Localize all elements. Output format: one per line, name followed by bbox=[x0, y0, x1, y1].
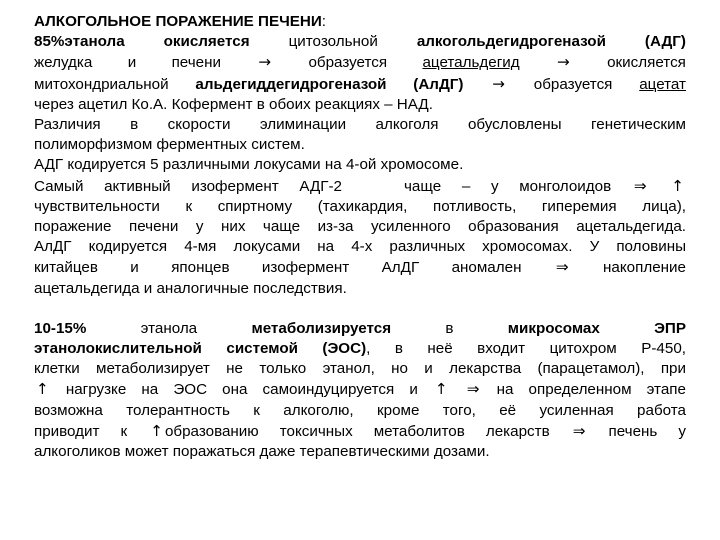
right-arrow-icon: → bbox=[258, 53, 272, 72]
text-stomach: желудка bbox=[34, 54, 93, 72]
line-3 bbox=[34, 52, 686, 73]
line-9 bbox=[34, 176, 686, 197]
text-adh-abbr: (АДГ) bbox=[644, 33, 686, 51]
line-p2-7: алкоголиков может поражаться даже терапевтическими дозами. bbox=[34, 443, 490, 461]
paragraph-microsomal-oxidation bbox=[34, 319, 686, 462]
text-forms: образуется bbox=[308, 54, 388, 72]
slide-text bbox=[34, 12, 686, 462]
line-12: АлДГ кодируется 4-мя локусами на 4-х различных хромосомах. У половины bbox=[34, 238, 686, 256]
text-acetate: ацетат bbox=[639, 75, 686, 93]
line-11: поражение печени у них чаще из-за усиленного образования ацетальдегида. bbox=[34, 218, 686, 236]
text-load-on-meos: нагрузке на ЭОС она самоиндуцируется и bbox=[65, 381, 418, 399]
up-arrow-icon: ↑ bbox=[434, 380, 448, 399]
paragraph-gap bbox=[34, 299, 686, 319]
heading-colon: : bbox=[321, 13, 326, 30]
line-6: Различия в скорости элиминации алкоголя обусловлены генетическим bbox=[34, 116, 686, 134]
text-and: и bbox=[127, 54, 137, 72]
text-leads-to: приводит к bbox=[34, 422, 128, 440]
paragraph-alcohol-liver-damage bbox=[34, 12, 686, 299]
text-epr: ЭПР bbox=[654, 319, 686, 337]
text-toxic-metabolites: образованию токсичных метаболитов лекарств bbox=[164, 422, 550, 440]
text-chinese-japanese: китайцев и японцев изофермент АлДГ аномален bbox=[34, 259, 522, 277]
line-14: ацетальдегида и аналогичные последствия. bbox=[34, 279, 347, 297]
right-arrow-icon: → bbox=[492, 74, 505, 93]
text-liver: печени bbox=[171, 54, 221, 72]
text-10-15-percent: 10-15% bbox=[34, 319, 87, 337]
text-85-percent-oxidized: 85%этанола окисляется bbox=[34, 33, 250, 51]
implies-icon: ⇒ bbox=[555, 258, 569, 277]
up-arrow-icon: ↑ bbox=[150, 421, 163, 440]
text-cytosolic: цитозольной bbox=[288, 33, 378, 51]
text-acetaldehyde: ацетальдегид bbox=[422, 54, 520, 72]
up-arrow-icon: ↑ bbox=[671, 176, 684, 195]
text-cytochrome: , в неё входит цитохром Р-450, bbox=[366, 340, 686, 358]
text-adh-enzyme: алкогольдегидрогеназой bbox=[416, 33, 606, 51]
heading-line bbox=[34, 12, 686, 32]
text-aldh-enzyme: альдегиддегидрогеназой (АлДГ) bbox=[195, 75, 464, 93]
implies-icon: ⇒ bbox=[466, 380, 480, 399]
line-p2-3: клетки метаболизирует не только этанол, но и лекарства (парацетамол), при bbox=[34, 360, 686, 378]
line-p2-5: возможна толерантность к алкоголю, кроме того, её усиленная работа bbox=[34, 401, 686, 419]
implies-icon: ⇒ bbox=[633, 176, 647, 195]
implies-icon: ⇒ bbox=[572, 421, 586, 440]
text-microsomes: микросомах bbox=[507, 319, 600, 337]
text-oxidized: окисляется bbox=[607, 54, 686, 72]
line-10: чувствительности к спиртному (тахикардия, потливость, гиперемия лица), bbox=[34, 197, 686, 215]
text-ethanol: этанола bbox=[140, 319, 198, 337]
heading-title: АЛКОГОЛЬНОЕ ПОРАЖЕНИЕ ПЕЧЕНИ bbox=[34, 13, 322, 30]
text-most-active-isoenzyme: Самый активный изофермент АДГ-2 чаще – у монголоидов bbox=[34, 177, 612, 195]
text-metabolized: метаболизируется bbox=[251, 319, 392, 337]
line-8: АДГ кодируется 5 различными локусами на 4-ой хромосоме. bbox=[34, 156, 464, 174]
text-forms: образуется bbox=[533, 75, 613, 93]
text-accumulation: накопление bbox=[603, 259, 686, 277]
line-p2-2 bbox=[34, 339, 686, 359]
text-in: в bbox=[445, 319, 454, 337]
up-arrow-icon: ↑ bbox=[36, 380, 49, 399]
text-mitochondrial: митохондриальной bbox=[34, 75, 169, 93]
line-2 bbox=[34, 32, 686, 52]
line-13 bbox=[34, 257, 686, 278]
line-p2-4 bbox=[34, 379, 686, 400]
line-p2-6 bbox=[34, 421, 686, 442]
line-4 bbox=[34, 74, 686, 95]
text-meos: этанолокислительной системой (ЭОС) bbox=[34, 340, 367, 358]
text-liver-in: печень у bbox=[608, 422, 686, 440]
right-arrow-icon: → bbox=[556, 53, 570, 72]
line-5: через ацетил Ко.А. Кофермент в обоих реакциях – НАД. bbox=[34, 95, 433, 113]
line-7: полиморфизмом ферментных систем. bbox=[34, 136, 305, 154]
line-p2-1 bbox=[34, 319, 686, 339]
text-at-certain-stage: на определенном этапе bbox=[496, 381, 686, 399]
